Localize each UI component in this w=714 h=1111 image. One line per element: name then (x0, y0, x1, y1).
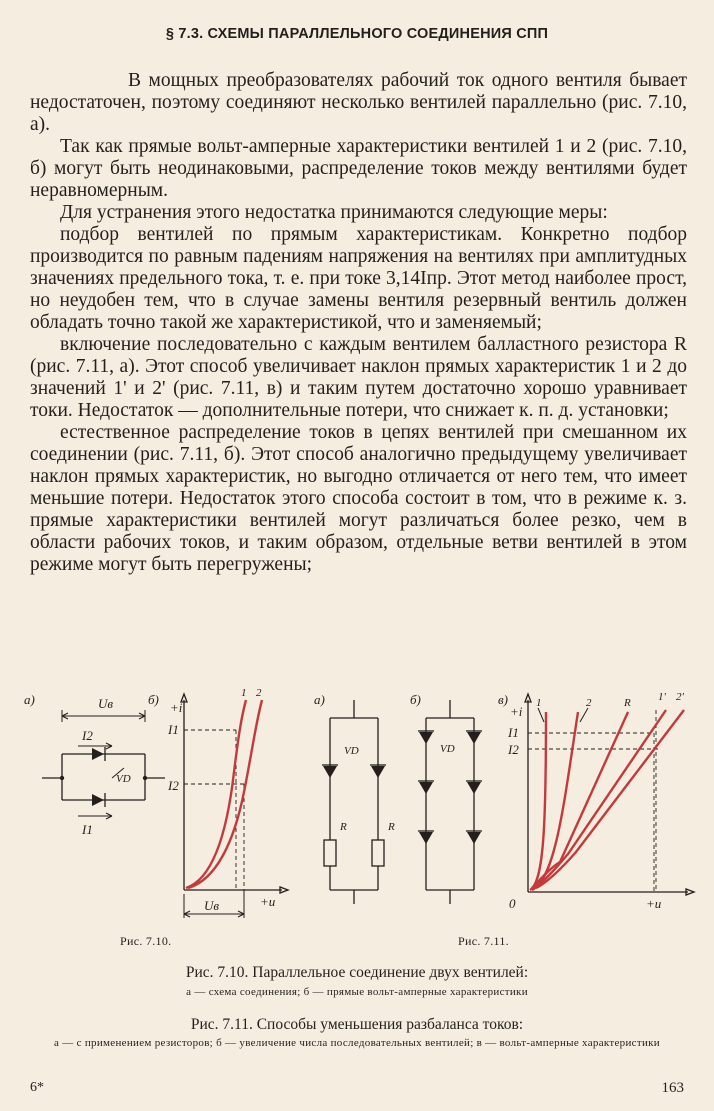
current-i1-label: I1 (82, 822, 93, 837)
curve-2-label: 2 (256, 687, 262, 699)
fig-7-11-c-letter: в) (498, 692, 508, 707)
current-i2-label: I2 (82, 728, 93, 743)
fig-7-11-a-letter: а) (314, 692, 325, 707)
paragraph-6: естественное распределение токов в цепях вентилей при смешанном их соединении (рис. 7.11, б). Этот способ аналогично предыдущему увеличивает наклон прямых характеристик, но выгодно отличается от него тем, что имеет меньшие потери. Недостаток этого способа состоит в том, что в режиме к. з. прямые характеристики вентилей могут различаться более резко, чем в области рабочих токов, и таким образом, отдельные ветви вентилей в этом режиме могут быть перегружены; (30, 422, 687, 575)
level-i2-label-c: I2 (508, 742, 519, 757)
origin-label: 0 (509, 896, 516, 911)
curve-2-c (532, 712, 578, 890)
fig-7-11-a (314, 692, 395, 904)
curve-1p-c (534, 710, 666, 888)
fig-7-11-b (410, 692, 482, 904)
curve-1 (186, 700, 246, 888)
paragraph-5: включение последовательно с каждым вентилем балластного резистора R (рис. 7.11, а). Этот способ увеличивает наклон прямых характеристик 1 и 2 до значений 1' и 2' (рис. 7.11, в) и таким путем достаточно хорошо уравнивает токи. Недостаток — дополнительные потери, что снижает к. п. д. установки; (30, 334, 687, 421)
curve-1-c (530, 712, 546, 890)
diode-icon (323, 766, 337, 778)
curve-2p-label-c: 2' (676, 691, 684, 703)
paragraph-1: В мощных преобразователях рабочий ток одного вентиля бывает недостаточен, поэтому соединяют несколько вентилей параллельно (рис. 7.10, а). (30, 70, 687, 135)
body-text (30, 70, 687, 576)
curve-2 (188, 700, 262, 888)
page-number: 163 (661, 1080, 684, 1096)
resistor-right-label: R (388, 821, 395, 833)
fig-7-10-a (24, 692, 165, 837)
diode-icon (419, 782, 433, 794)
fig-7-11-caption-sub: а — с применением резисторов; б — увеличение числа последовательных вентилей; в — вольт-амперные характеристики (54, 1037, 660, 1049)
curve-r-label-c: R (624, 697, 631, 709)
y-axis-label-c: +i (510, 704, 523, 719)
diode-icon (419, 832, 433, 844)
diode-icon (467, 732, 481, 744)
diode-icon (371, 766, 385, 778)
vd-label-b: VD (440, 743, 455, 755)
vd-label: VD (116, 773, 131, 785)
resistor-right (372, 840, 384, 866)
y-axis-label: +i (170, 700, 183, 715)
level-i1-label-c: I1 (508, 725, 519, 740)
curve-2p-c (536, 710, 684, 888)
vd-label-a: VD (344, 745, 359, 757)
curve-1p-label-c: 1' (658, 691, 666, 703)
paragraph-4: подбор вентилей по прямым характеристикам. Конкретно подбор производится по равным падениям напряжения на вентилях при амплитудных значениях предельного тока, т. е. при токе 3,14Iпр. Этот метод наиболее прост, но неудобен тем, что в случае замены вентиля резервный вентиль должен обладать точно такой же характеристикой, что и заменяемый; (30, 224, 687, 333)
level-i1-label: I1 (168, 722, 179, 737)
signature-mark: 6* (30, 1080, 44, 1095)
curve-2-label-c: 2 (586, 697, 592, 709)
paragraph-2: Так как прямые вольт-амперные характеристики вентилей 1 и 2 (рис. 7.10, б) могут быть неодинаковыми, распределение токов между вентилями будет неравномерным. (30, 136, 687, 201)
x-axis-label: +u (260, 894, 276, 909)
figures-area (20, 682, 700, 952)
fig-7-11-caption-title: Рис. 7.11. Способы уменьшения разбаланса токов: (190, 1016, 524, 1033)
figures-svg (20, 682, 700, 952)
level-i2-label: I2 (168, 778, 179, 793)
fig-7-11-b-letter: б) (410, 692, 421, 707)
diode-icon (419, 732, 433, 744)
fig-7-10-caption-title: Рис. 7.10. Параллельное соединение двух вентилей: (185, 964, 529, 981)
fig-7-10-number: Рис. 7.10. (120, 934, 172, 948)
voltage-label: Uв (98, 696, 114, 711)
fig-7-10-b-letter: б) (148, 692, 159, 707)
fig-7-11-c (498, 691, 694, 911)
diode-icon (467, 832, 481, 844)
diode-icon (92, 794, 104, 806)
fig-7-10-a-letter: а) (24, 692, 35, 707)
curve-1-label: 1 (241, 687, 247, 699)
section-heading: § 7.3. СХЕМЫ ПАРАЛЛЕЛЬНОГО СОЕДИНЕНИЯ СПП (165, 26, 549, 42)
fig-7-10-caption-sub: а — схема соединения; б — прямые вольт-амперные характеристики (186, 986, 528, 998)
voltage-label-b: Uв (204, 898, 220, 913)
paragraph-3: Для устранения этого недостатка принимаются следующие меры: (60, 202, 608, 223)
fig-7-10-b (148, 687, 288, 918)
resistor-left-label: R (340, 821, 347, 833)
fig-7-11-number: Рис. 7.11. (458, 934, 509, 948)
resistor-left (324, 840, 336, 866)
diode-icon (467, 782, 481, 794)
x-axis-label-c: +u (646, 896, 662, 911)
diode-icon (92, 748, 104, 760)
curve-1-label-c: 1 (536, 697, 542, 709)
